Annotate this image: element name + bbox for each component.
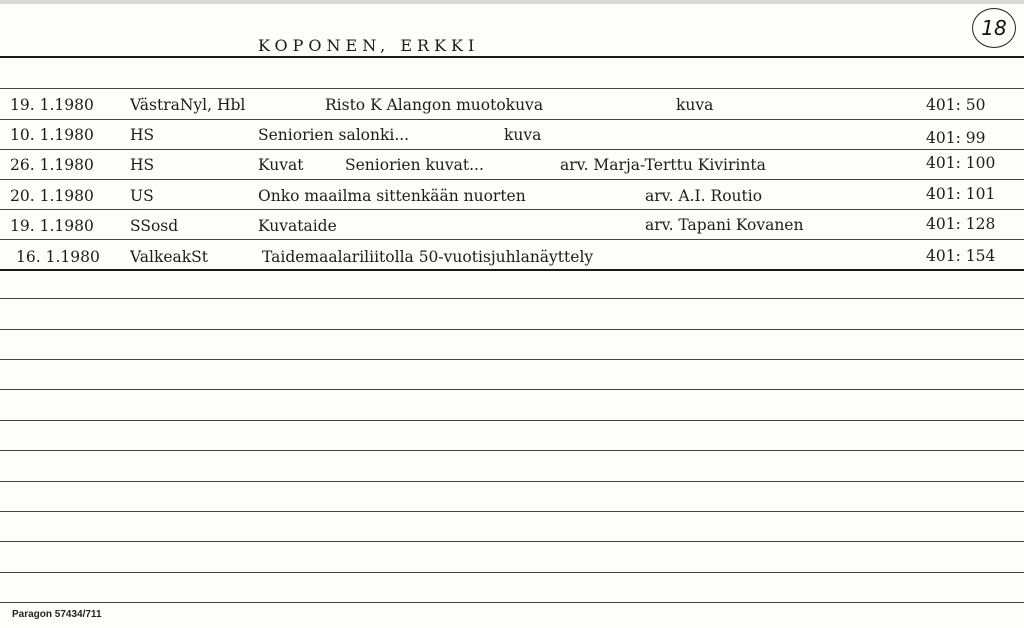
blank-rule bbox=[0, 572, 1024, 573]
row-rule bbox=[0, 239, 1024, 240]
entry-date: 10. 1.1980 bbox=[10, 126, 94, 144]
entry-note: kuva bbox=[676, 96, 714, 114]
entry-ref: 401: 50 bbox=[926, 96, 986, 114]
entry-title: Taidemaalariliitolla 50-vuotisjuhlanäyttely bbox=[262, 248, 594, 266]
printer-imprint: Paragon 57434/711 bbox=[12, 609, 102, 620]
entry-note: arv. Tapani Kovanen bbox=[645, 216, 804, 234]
entry-date: 20. 1.1980 bbox=[10, 187, 94, 205]
row-rule bbox=[0, 209, 1024, 210]
header-rule-lower bbox=[0, 88, 1024, 89]
entry-title: Onko maailma sittenkään nuorten bbox=[258, 187, 526, 205]
top-edge bbox=[0, 0, 1024, 4]
blank-rule bbox=[0, 359, 1024, 360]
header-rule bbox=[0, 56, 1024, 58]
entry-title: Kuvataide bbox=[258, 217, 337, 235]
entry-source: HS bbox=[130, 156, 155, 174]
blank-rule bbox=[0, 329, 1024, 330]
blank-rule bbox=[0, 450, 1024, 451]
entry-source: ValkeakSt bbox=[130, 248, 209, 266]
entry-title-extra: Seniorien kuvat... bbox=[345, 156, 484, 174]
entry-date: 19. 1.1980 bbox=[10, 217, 94, 235]
blank-rule bbox=[0, 602, 1024, 603]
blank-rule bbox=[0, 541, 1024, 542]
entry-note: arv. Marja-Terttu Kivirinta bbox=[560, 156, 766, 174]
entry-ref: 401: 128 bbox=[926, 215, 996, 233]
entry-source: VästraNyl, Hbl bbox=[130, 96, 246, 114]
entry-note: arv. A.I. Routio bbox=[645, 187, 763, 205]
entry-title: Kuvat bbox=[258, 156, 304, 174]
entry-ref: 401: 154 bbox=[926, 247, 996, 265]
entry-ref: 401: 99 bbox=[926, 129, 986, 147]
blank-rule bbox=[0, 420, 1024, 421]
entry-title: Seniorien salonki... bbox=[258, 126, 410, 144]
entry-source: SSosd bbox=[130, 217, 179, 235]
row-rule bbox=[0, 119, 1024, 120]
card-number: 18 bbox=[972, 8, 1016, 48]
entry-date: 26. 1.1980 bbox=[10, 156, 94, 174]
blank-rule bbox=[0, 511, 1024, 512]
row-rule bbox=[0, 269, 1024, 271]
blank-rule bbox=[0, 481, 1024, 482]
entry-source: HS bbox=[130, 126, 155, 144]
entry-ref: 401: 101 bbox=[926, 185, 996, 203]
entry-ref: 401: 100 bbox=[926, 154, 996, 172]
blank-rule bbox=[0, 389, 1024, 390]
entry-title: Risto K Alangon muotokuva bbox=[325, 96, 544, 114]
entry-date: 19. 1.1980 bbox=[10, 96, 94, 114]
blank-rule bbox=[0, 298, 1024, 299]
card-title: KOPONEN, ERKKI bbox=[258, 36, 480, 55]
entry-note: kuva bbox=[504, 126, 542, 144]
entry-source: US bbox=[130, 187, 154, 205]
entry-date: 16. 1.1980 bbox=[16, 248, 100, 266]
row-rule bbox=[0, 149, 1024, 150]
row-rule bbox=[0, 179, 1024, 180]
